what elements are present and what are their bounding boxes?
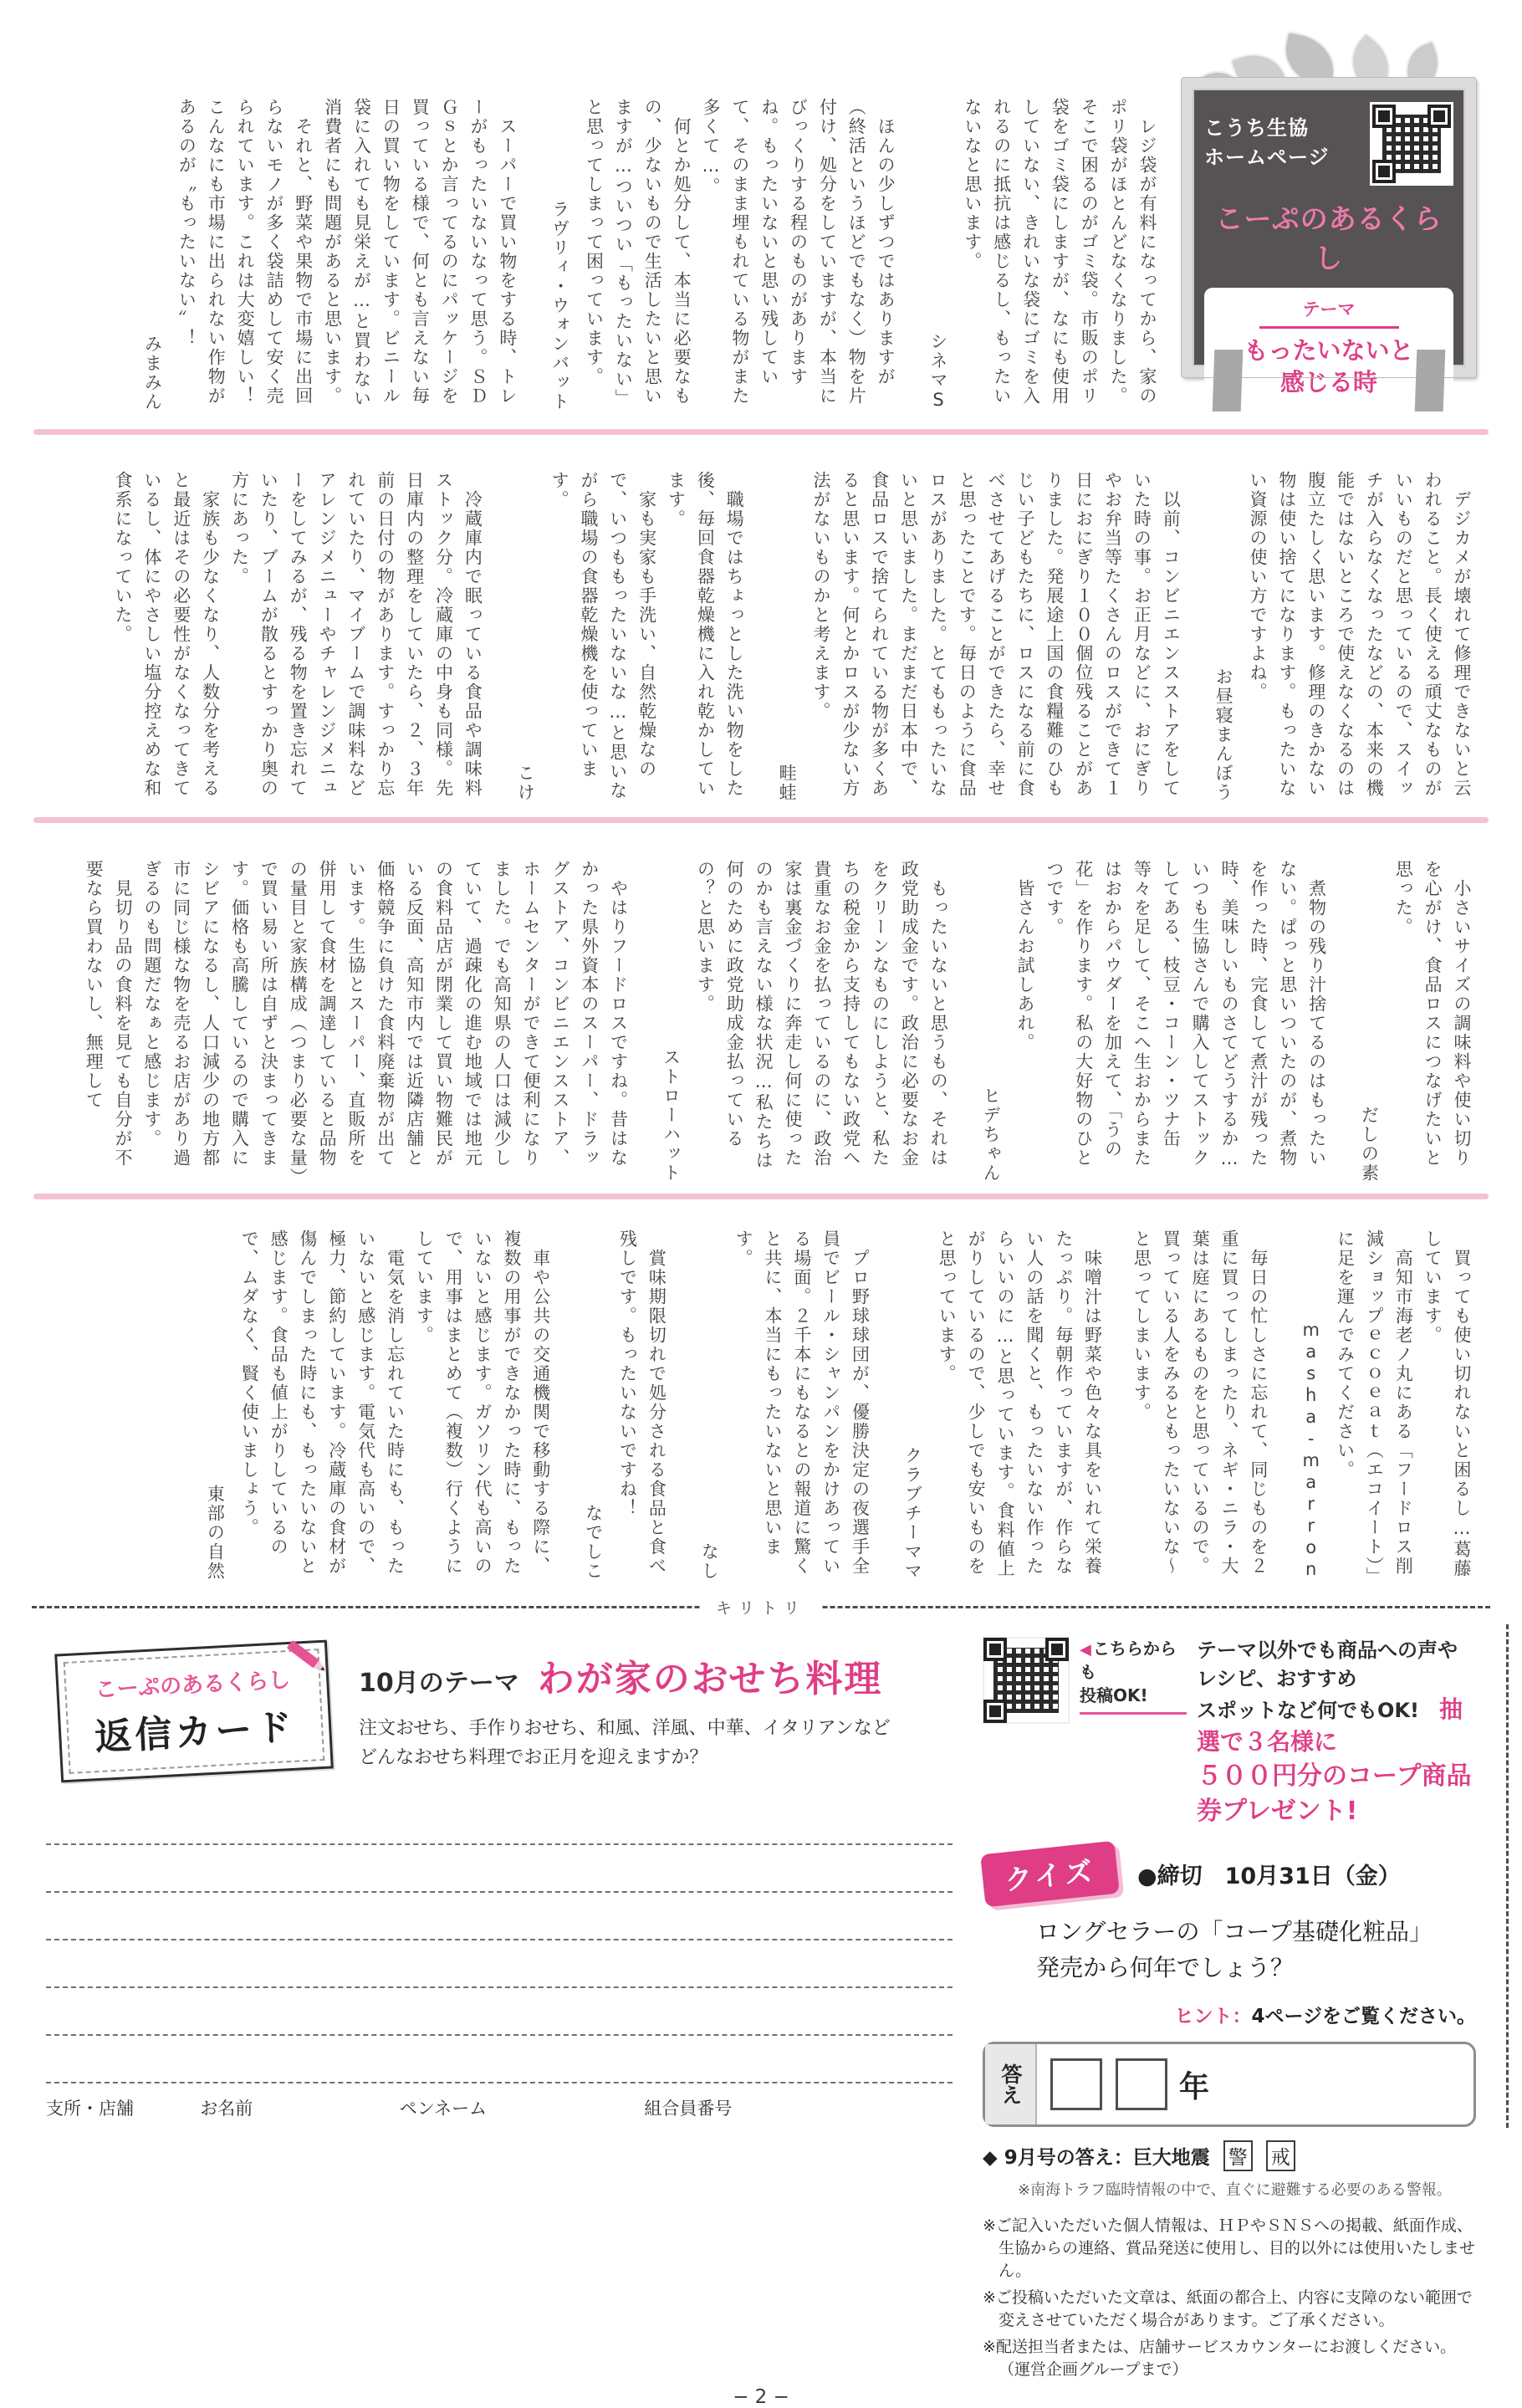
reader-submission: 味噌汁は野菜や色々な具をいれて栄養たっぷり。毎朝作っていますが、作らない人の話を聞くと、もったいない作ったらいいのに…と思っています。食料値上がりしているので、少しでも安いものをと思っています。 クラブチーママ: [895, 1230, 1107, 1581]
theme-label: テーマ: [1259, 296, 1399, 329]
pen-name: お昼寝まんぼう: [1213, 667, 1234, 802]
answer-label: 答え: [985, 2044, 1037, 2124]
answer-cell: [1116, 2058, 1167, 2110]
writing-line: [46, 1988, 953, 2036]
pen-name: 東部の自然: [205, 1485, 226, 1581]
writing-line: [46, 1845, 953, 1893]
theme-month-label: 10月のテーマ: [359, 1669, 519, 1698]
section-divider: [33, 429, 1489, 435]
monthly-theme: [359, 1637, 891, 1772]
writing-line: [46, 1797, 953, 1845]
section-2: [46, 452, 1476, 804]
field-member-number: 組合員番号: [644, 2099, 733, 2119]
pen-name: だしの素: [1359, 1106, 1380, 1183]
previous-answer-note: ※南海トラフ臨時情報の中で、直ぐに避難する必要のある警報。: [1018, 2181, 1452, 2200]
quiz-column: [983, 1637, 1476, 2381]
reply-card-brand: こーぷのあるくらし: [94, 1667, 291, 1704]
writing-line: [46, 1893, 953, 1940]
reader-submission: 買っても使い切れないと困るし…葛藤しています。 高知市海老ノ丸にある「フードロス削減ショップｅｃｏｅａｔ（エコイート）」に足を運んでみてください。 masha-marron: [1293, 1230, 1476, 1581]
homepage-qr-code: [1370, 102, 1453, 186]
arrow-left-icon: ◀: [1080, 1641, 1091, 1659]
submit-note: ◀ こちらからも 投稿OK!: [1080, 1637, 1187, 1715]
reader-submission: 煮物の残り汁捨てるのはもったいない。ぱっと思いついたのが、煮物を作った時、完食して煮汁が残った時、美味しいものさてどうするか…いつも生協さんで購入してストックしてある、枝豆・コーン・ツナ缶等々を足して、そこへ生おからまたはおからパウダーを加えて、「うの花」を作ります。私の大好物のひとつです。 皆さんお試しあれ。 ヒデちゃん: [973, 860, 1330, 1183]
writing-line: [46, 1940, 953, 1988]
cut-line-label: キリトリ: [701, 1596, 821, 1618]
reader-submission: 冷蔵庫内で眠っている食品や調味料ストック分。冷蔵庫の中身も同様。先日庫内の整理をしていたら、２、３年前の日付の物があります。すっかり忘れていたり、マイブームで調味料などアレンジメニューやチャレンジメニューをしてみるが、残る物を置き忘れていたり、ブームが散るとすっかり奥の方にあった。 家族も少なくなり、人数分を考えると最近はその必要性がなくなってきているし、体にやさしい塩分控えめな和食系になっていた。: [113, 471, 483, 798]
sign-board: [1182, 78, 1476, 396]
pen-name: シネマS: [927, 332, 948, 412]
homepage-sign: [1182, 46, 1476, 418]
promo-text: テーマ以外でも商品への声やレシピ、おすすめ スポットなど何でもOK! 抽選で３名様に ５００円分のコープ商品券プレゼント!: [1197, 1639, 1472, 1826]
reader-submission: 職場ではちょっとした洗い物をした後、毎回食器乾燥機に入れ乾かしています。 家も実家も手洗い、自然乾燥なので、いつももったいないな…と思いながら職場の食器乾燥機を使っています。 こけ: [507, 471, 748, 802]
theme-month-title: わが家のおせち料理: [537, 1658, 883, 1700]
reader-submission: もったいないと思うもの、それは政党助成金です。政治に必要なお金をクリーンなものにしようと、私たちの税金から支持してもない政党へ貴重なお金を払っているのに、政治家は裏金づくりに奔走し何に使ったのかも言えない様な状況…私たちは何のために政党助成金払っているの？と思います。 ストローハット: [653, 860, 953, 1183]
pen-name: こけ: [515, 764, 536, 802]
theme-description: 注文おせち、手作りおせち、和風、洋風、中華、イタリアンなど どんなおせち料理でお正月を迎えますか？: [359, 1718, 891, 1769]
brand-title: こーぷのあるくらし: [1215, 202, 1443, 274]
theme-title: もったいないと 感じる時: [1244, 336, 1414, 396]
section-3: [46, 845, 1476, 1184]
cut-line: [32, 1599, 1490, 1618]
reader-submission: スーパーで買い物をする時、トレーがもったいないなって思う。ＳＤＧｓとか言ってるのにパッケージを買っている様で、何とも言えない毎日の買い物をしています。ビニール袋に入れても見栄えが…と買わない消費者にも問題があると思います。 それと、野菜や果物で市場に出回らないモノが多く袋詰めして安く売られています。これは大変嬉しい！こんなにも市場に出られない作物があるのが〝もったいない〟！ みまみん: [135, 98, 522, 412]
reply-card-title: 返信カード: [94, 1705, 297, 1760]
pen-name: ラヴリィ・ウォンバット: [549, 200, 570, 412]
pen-name: masha-marron: [1300, 1320, 1321, 1581]
section-divider: [33, 1194, 1489, 1199]
pen-name: 畦蛙: [777, 764, 798, 802]
fine-print-notes: ※ご記入いただいた個人情報は、ＨＰやＳＮＳへの掲載、紙面作成、生協からの連絡、賞品発送に使用し、目的以外には使用いたしません。 ※ご投稿いただいた文章は、紙面の都合上、内容に支障のない範囲で変えさせていただく場合があります。ご了承ください。 ※配送担当者または、店舗サービスカウンターにお渡しください。（運営企画グループまで）: [983, 2216, 1476, 2380]
pen-name: みまみん: [142, 335, 163, 412]
reader-submission: 毎日の忙しさに忘れて、同じものを２重に買ってしまったり、ネギ・ニラ・大葉は庭にあるものをと思っているので。買っている人をみるともったいないな～と思ってしまいます。: [1131, 1230, 1269, 1576]
reader-submission: プロ野球球団が、優勝決定の夜選手全員でビール・シャンパンをかけあっている場面。２千本にもなるとの報道に驚くと共に、本当にもったいないと思います。 なし: [691, 1230, 874, 1581]
submit-qr-code: [983, 1637, 1070, 1724]
quiz-hint: ヒント：4ページをご覧ください。: [1174, 2006, 1476, 2028]
reader-submission: やはりフードロスですね。昔はなかった県外資本のスーパー、ドラッグストア、コンビニエンスストア、ホームセンターができて便利になりました。でも高知県の人口は減少していて、過疎化の進む地域では地元の食料品店が閉業して買い物難民がいる反面、高知市内では近隣店舗と価格競争に負けた食料廃棄物が出ています。生協とスーパー、直販所を併用して食材を調達していると品物の量目と家族構成（つまり必要な量）で買い易い所は自ずと決まってきます。価格も高騰しているので購入にシビアになるし、人口減少の地方都市に同じ様な物を売るお店があり過ぎるのも問題だなぁと感じます。 見切り品の食料を見ても自分が不要なら買わないし、無理して: [84, 860, 629, 1178]
reader-submission: 小さいサイズの調味料や使い切りを心がけ、食品ロスにつなげたいと思った。 だしの素: [1351, 860, 1476, 1183]
sign-legs: [1182, 350, 1476, 412]
answer-unit: 年: [1179, 2069, 1210, 2104]
reply-form: [46, 1637, 953, 2381]
section-1: [46, 46, 1476, 418]
reply-card-area: [46, 1637, 1476, 2381]
quiz-question: ロングセラーの「コープ基礎化粧品」 発売から何年でしょう？: [1036, 1917, 1433, 1981]
reply-card-badge: [54, 1640, 334, 1783]
quiz-badge: クイズ: [980, 1840, 1120, 1906]
pen-name: ストローハット: [661, 1048, 682, 1183]
writing-line: [46, 2036, 953, 2083]
writing-lines: [46, 1797, 953, 2083]
reader-submission: レジ袋が有料になってから、家のポリ袋がほとんどなくなりました。そこで困るのがゴミ袋。市販のポリ袋をゴミ袋にしますが、なにも使用していない、きれいな袋にゴミを入れるのに抵抗は感じるし、もったいないなと思います。 シネマS: [920, 98, 1162, 412]
form-field-labels: [46, 2095, 953, 2120]
previous-answer: ◆ 9月号の答え：巨大地震 警 戒: [983, 2140, 1476, 2171]
vertical-cut-line: [1506, 1624, 1509, 2128]
field-branch: 支所・店舗: [46, 2099, 134, 2119]
site-title: こうち生協 ホームページ: [1204, 116, 1330, 169]
reader-submission: 車や公共の交通機関で移動する際に、複数の用事ができなかった時に、もったいないと感じます。ガソリン代も高いので、用事はまとめて（複数）行くようにしています。 電気を消し忘れていた時にも、もったいないと感じます。電気代も高いので、極力、節約しています。冷蔵庫の食材が傷んでしまった時にも、もったいないと感じます。食品も値上がりしているので、ムダなく、賢く使いましょう。 東部の自然: [197, 1230, 554, 1581]
page-number: − 2 −: [733, 2386, 789, 2408]
quiz-deadline: ●締切 10月31日（金）: [1137, 1863, 1401, 1889]
section-4: [46, 1224, 1476, 1584]
reader-submission: ほんの少しずつではありますが（終活というほどでもなく）物を片付け、処分をしていますが、本当にびっくりする程のものがありますね。もったいないと思い残していて、そのまま埋もれている物がまた多くて…。 何とか処分して、本当に必要なもの、少ないもので生活したいと思いますが…ついつい「もったいない」と思ってしまって困っています。 ラヴリィ・ウォンバット: [542, 98, 900, 412]
pen-name: ヒデちゃん: [981, 1086, 1002, 1183]
section-divider: [33, 817, 1489, 823]
submit-info: [983, 1637, 1476, 1829]
reader-submission: 以前、コンビニエンスストアをしていた時の事。お正月などに、おにぎりやお弁当等たくさんのロスができて１日におにぎり１００個位残ることがありました。発展途上国の食糧難のひもじい子どもたちに、ロスになる前に食べさせてあげることができたら、幸せと思ったことです。毎日のように食品ロスがありました。とてももったいないと思いました。まだまだ日本中で、食品ロスで捨てられている物が多くあると思います。何とかロスが少ない方法がないものかと考えます。 畦蛙: [769, 471, 1185, 802]
field-penname: ペンネーム: [399, 2099, 488, 2119]
pen-name: なでしこ: [583, 1504, 604, 1581]
pen-name: クラブチーママ: [902, 1446, 923, 1581]
answer-box: [983, 2042, 1476, 2127]
field-name: お名前: [200, 2099, 253, 2119]
answer-cell: [1050, 2058, 1102, 2110]
reader-submission: 賞味期限切れで処分される食品と食べ残しです。もったいないですね！ なでしこ: [575, 1230, 672, 1581]
reader-submission: デジカメが壊れて修理できないと云われること。長く使える頑丈なものがいいものだと思っているので、スイッチが入らなくなったなどの、本来の機能ではないところで使えなくなるのは腹立たしく思います。修理のきかない物は使い捨てになります。もったいない資源の使い方ですよね。 お昼寝まんぼう: [1205, 471, 1476, 802]
pen-name: なし: [699, 1542, 720, 1581]
